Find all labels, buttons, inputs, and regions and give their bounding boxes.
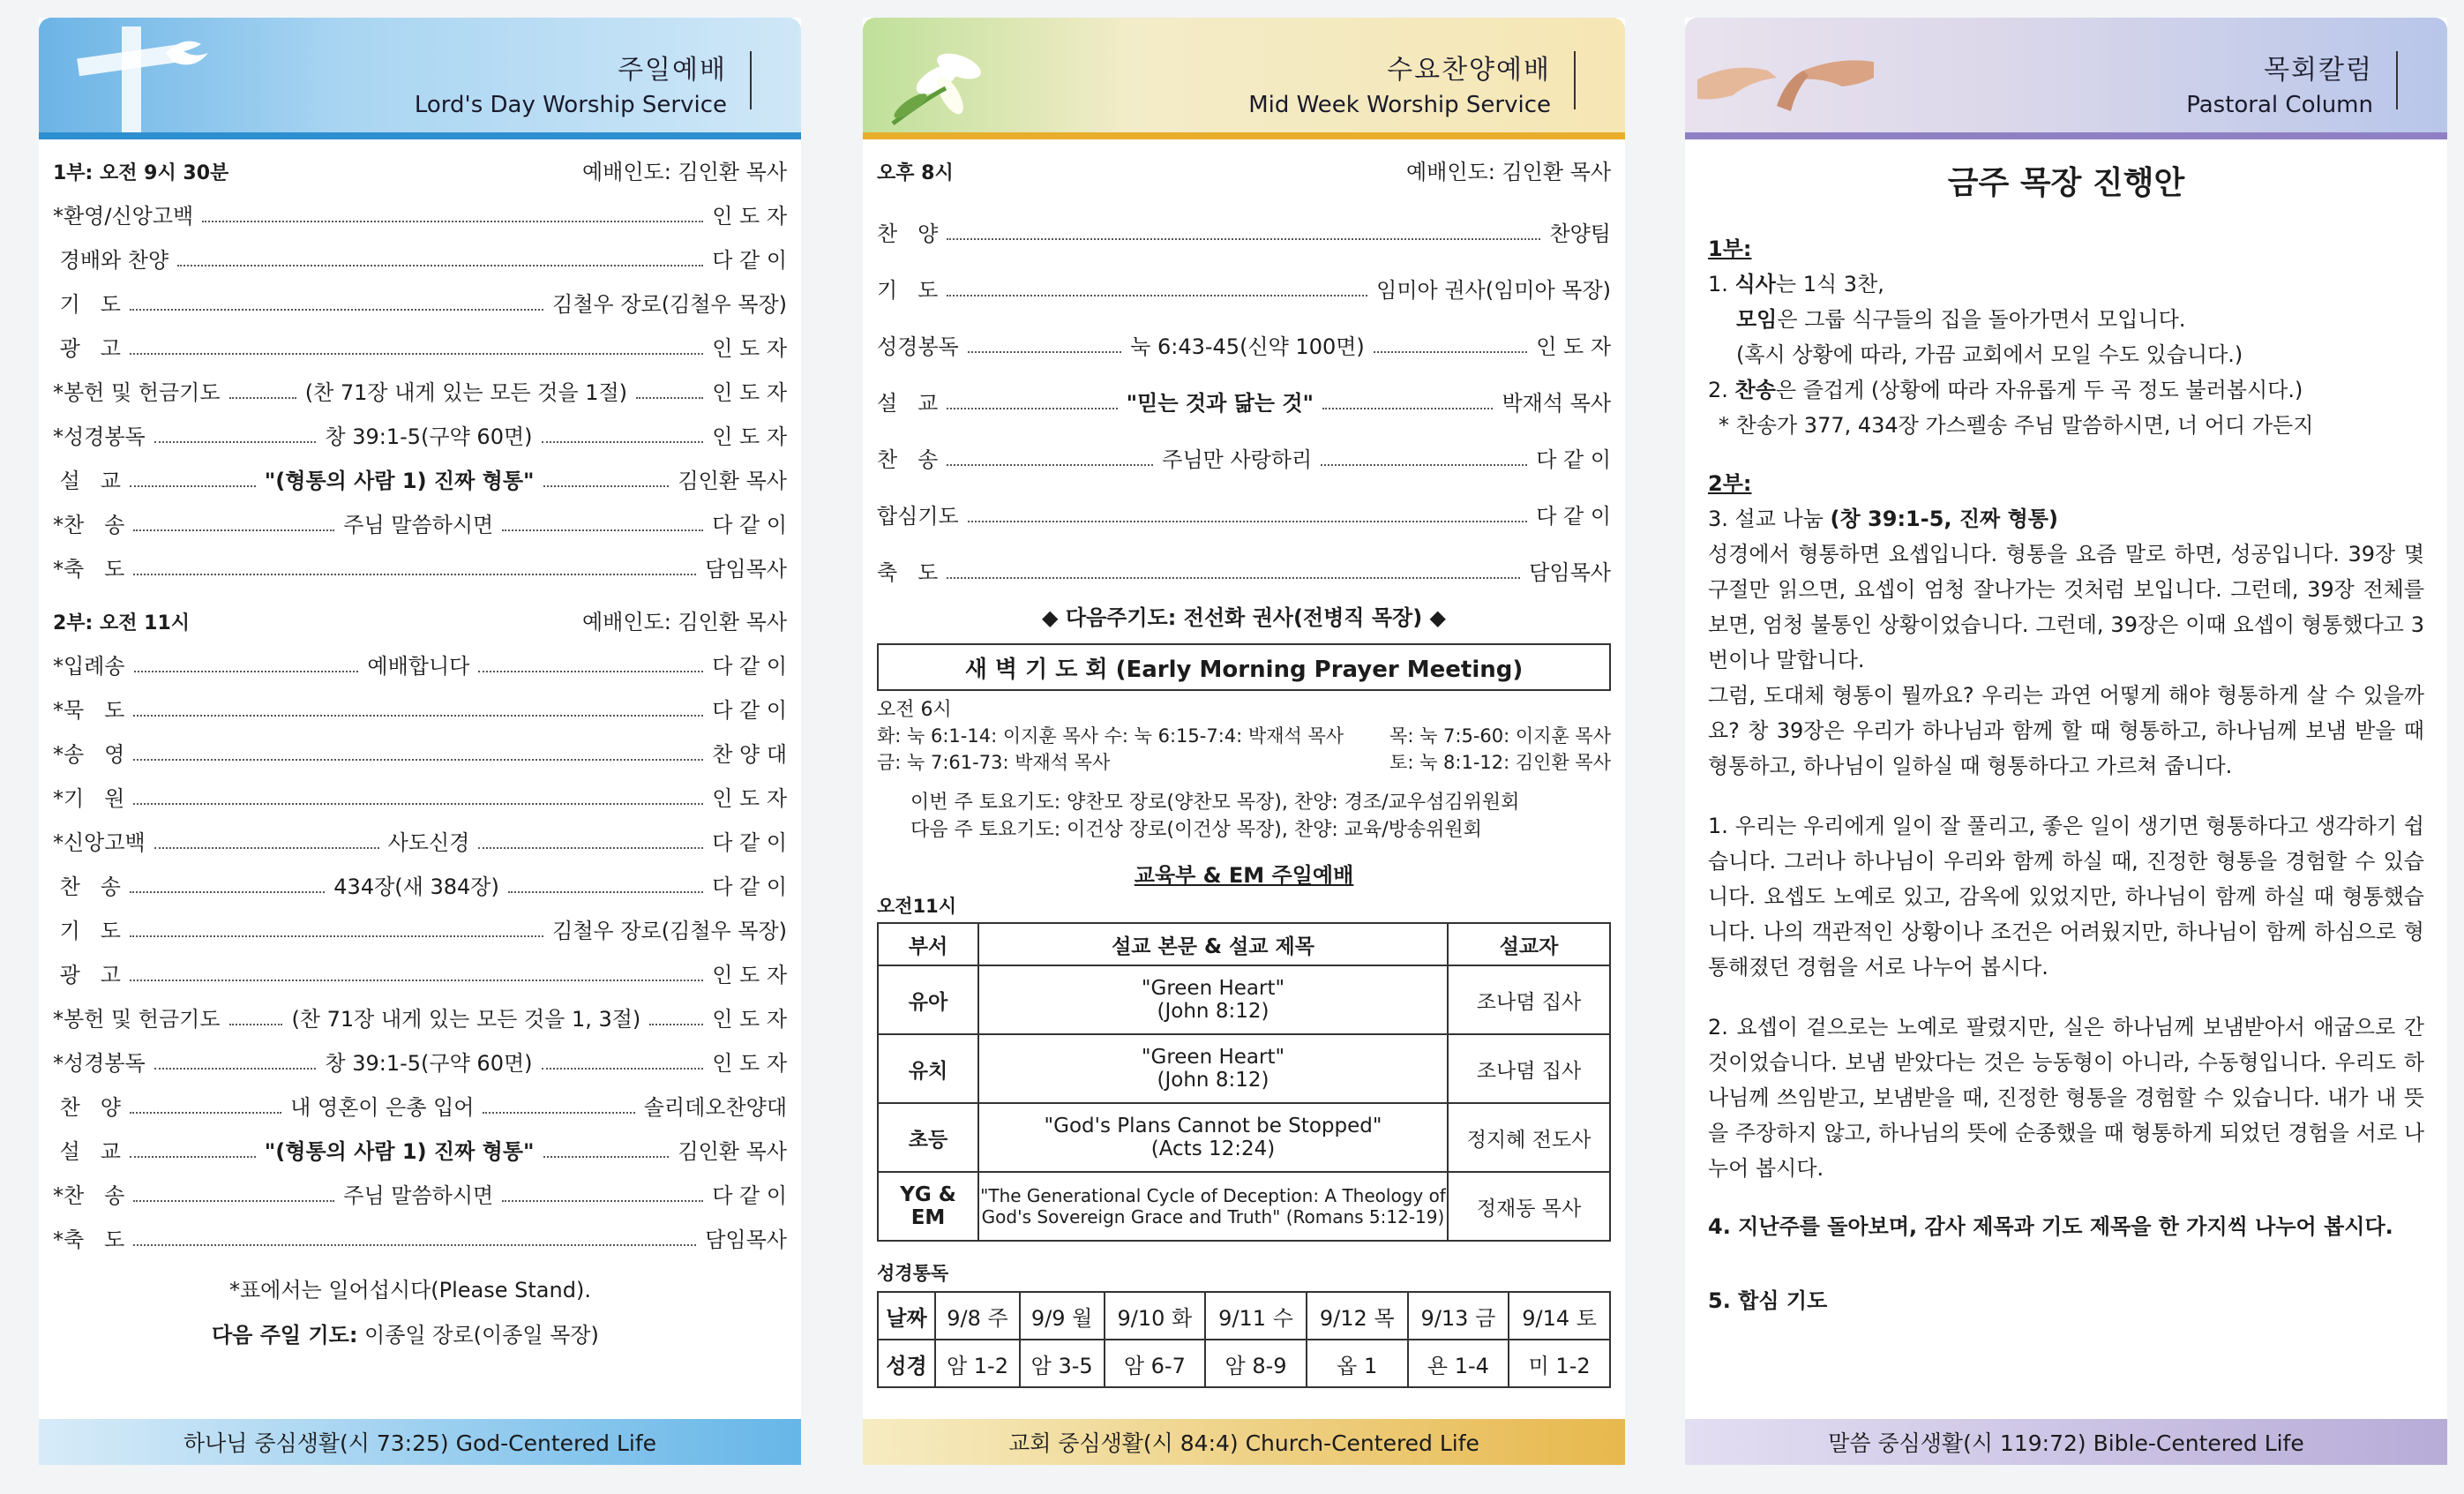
- bible-reading-table: [877, 1291, 1611, 1388]
- order-item-detail: "믿는 것과 닮는 것": [1126, 391, 1314, 416]
- dawn-prayer-time: 오전 6시: [877, 699, 952, 721]
- order-item-label: *찬 송: [53, 513, 125, 537]
- order-item-detail: 창 39:1-5(구약 60면): [325, 424, 533, 449]
- order-item-label: 설 교: [53, 469, 121, 493]
- education-sermon-table: [877, 922, 1611, 1242]
- dept-cell: 초등: [878, 1103, 978, 1172]
- order-item: [53, 229, 787, 274]
- leader-dots: [478, 847, 703, 849]
- order-item: [877, 191, 1611, 247]
- bible-cell: 미 1-2: [1509, 1340, 1610, 1387]
- order-item-person: 김철우 장로(김철우 목장): [552, 292, 787, 317]
- order-item-person: 다 같 이: [712, 830, 787, 855]
- sermon-sharing-passage: (창 39:1-5, 진짜 형통): [1830, 507, 2058, 531]
- speaker-cell: 조나뎜 집사: [1448, 965, 1610, 1034]
- sermon-reference: God's Sovereign Grace and Truth" (Romans 5:12-19): [981, 1206, 1445, 1227]
- midweek-service-list: [877, 191, 1611, 586]
- dawn-schedule-tue-wed: 화: 눅 6:1-14: 이지훈 목사 수: 눅 6:15-7:4: 박재석 목사: [877, 725, 1344, 747]
- meal-guide-label: 식사: [1734, 272, 1776, 297]
- order-item-person: 인 도 자: [712, 380, 788, 405]
- bible-cell: 9/10 화: [1105, 1292, 1206, 1340]
- order-item: [53, 538, 787, 582]
- order-item-person: 인 도 자: [712, 424, 787, 449]
- first-service-time: 1부: 오전 9시 30분: [53, 162, 229, 184]
- leader-dots: [508, 891, 703, 893]
- leader-dots: [130, 1112, 281, 1114]
- midweek-worship-panel: [863, 18, 1625, 1465]
- leader-dots: [1321, 464, 1527, 466]
- part-two-heading: 2부:: [1708, 471, 1752, 496]
- second-service-heading: [53, 600, 787, 635]
- bible-cell: 9/12 목: [1307, 1292, 1408, 1340]
- leader-dots: [542, 1068, 704, 1070]
- order-item-person: 인 도 자: [712, 1007, 787, 1032]
- dept-cell: 유아: [878, 965, 978, 1034]
- table-header-dept: 부서: [878, 923, 978, 965]
- order-item-person: 다 같 이: [712, 698, 787, 723]
- leader-dots: [543, 485, 670, 487]
- order-item-detail: 434장(새 384장): [333, 875, 499, 899]
- lily-flower-icon: [875, 26, 1052, 132]
- order-item-person: 인 도 자: [712, 336, 787, 361]
- order-item-person: 솔리데오찬양대: [643, 1095, 788, 1120]
- bible-reading-title: 성경통독: [877, 1263, 949, 1284]
- order-item: [877, 529, 1611, 586]
- order-item-detail: 주님 말씀하시면: [343, 1183, 494, 1208]
- order-item-person: 임미아 권사(임미아 목장): [1376, 278, 1611, 303]
- speaker-cell: 정재동 목사: [1448, 1172, 1610, 1241]
- next-sunday-prayer-label: 다음 주일 기도:: [212, 1323, 358, 1348]
- this-saturday-prayer: 이번 주 토요기도: 양찬모 장로(양찬모 목장), 찬양: 경조/교우섬김위원회: [910, 792, 1520, 814]
- leader-dots: [133, 759, 703, 761]
- header-title: [2186, 48, 2373, 118]
- leader-dots: [133, 529, 334, 531]
- order-item-label: 성경봉독: [877, 334, 959, 359]
- sermon-intro-paragraph: 성경에서 형통하면 요셉입니다. 형통을 요즘 말로 하면, 성공입니다. 39장 몇 구절만 읽으면, 요셉이 엄청 잘나가는 것처럼 보입니다. 그런데, 39장 전체를 보면, 엄청 불통인 상황이었습니다. 그런데, 39장은 이때 요셉이 형통했다고 3번이나 말합니다.: [1708, 542, 2424, 672]
- dawn-schedule-row-1: [877, 722, 1611, 748]
- leader-dots: [130, 980, 703, 981]
- leader-dots: [968, 521, 1527, 522]
- education-worship-title: 교육부 & EM 주일예배: [1134, 863, 1354, 888]
- bible-cell: 날짜: [878, 1292, 935, 1340]
- column-title: 금주 목장 진행안: [1947, 165, 2185, 201]
- sermon-reference: (John 8:12): [1157, 1069, 1269, 1092]
- header-divider: [750, 51, 752, 109]
- leader-dots: [130, 309, 543, 311]
- leader-dots: [502, 1200, 703, 1202]
- leader-dots: [947, 295, 1367, 297]
- order-item-label: 찬 송: [877, 447, 939, 472]
- cross-dove-icon: [51, 26, 228, 132]
- table-row: [878, 1103, 1610, 1172]
- order-item-label: 설 교: [53, 1139, 121, 1164]
- order-item-detail: 주님만 사랑하리: [1162, 447, 1313, 472]
- leader-dots: [229, 397, 296, 399]
- order-item: [877, 304, 1611, 360]
- sermon-cell: [978, 1034, 1448, 1103]
- order-item-person: 인 도 자: [712, 963, 787, 987]
- order-item: [53, 274, 787, 318]
- order-item: [53, 724, 787, 768]
- dawn-schedule-sat: 토: 눅 8:1-12: 김인환 목사: [1389, 752, 1611, 773]
- sermon-cell: [978, 965, 1448, 1034]
- order-item: [53, 1077, 787, 1121]
- order-item-label: *입례송: [53, 654, 125, 679]
- order-item: [877, 247, 1611, 304]
- meal-guide-text: 는 1식 3찬,: [1775, 272, 1884, 297]
- sermon-reference: (John 8:12): [1157, 1000, 1269, 1023]
- hymn-guide-label: 찬송: [1734, 378, 1776, 402]
- order-item-person: 다 같 이: [712, 875, 788, 899]
- table-header-speaker: 설교자: [1448, 923, 1610, 965]
- order-item: [53, 318, 787, 362]
- joint-prayer: 5. 합심 기도: [1708, 1288, 1828, 1313]
- next-saturday-prayer: 다음 주 토요기도: 이건상 장로(이건상 목장), 찬양: 교육/방송위원회: [910, 819, 1482, 841]
- sermon-title: "Green Heart": [1141, 977, 1285, 1000]
- leader-dots: [947, 577, 1520, 579]
- order-item-person: 다 같 이: [712, 248, 787, 273]
- order-item-person: 박재석 목사: [1502, 391, 1612, 416]
- bible-cell: 암 1-2: [935, 1340, 1020, 1387]
- order-item-label: *기 원: [53, 786, 125, 811]
- sermon-title: "God's Plans Cannot be Stopped": [1044, 1115, 1382, 1137]
- bible-cell: 암 6-7: [1105, 1340, 1206, 1387]
- bible-cell: 암 3-5: [1020, 1340, 1105, 1387]
- header-title-korean: 주일예배: [618, 55, 727, 86]
- order-item-person: 찬양팀: [1549, 221, 1611, 246]
- leader-dots: [202, 221, 703, 222]
- bible-cell: 9/9 월: [1020, 1292, 1105, 1340]
- order-item-person: 다 같 이: [1536, 504, 1611, 529]
- order-item-person: 찬 양 대: [712, 742, 787, 767]
- bible-cell: 9/13 금: [1408, 1292, 1509, 1340]
- speaker-cell: 정지혜 전도사: [1448, 1103, 1610, 1172]
- order-item-label: *송 영: [53, 742, 125, 767]
- part-one-heading: 1부:: [1708, 236, 1752, 261]
- leader-dots: [133, 803, 703, 805]
- reaching-hands-icon: [1697, 26, 1891, 132]
- order-item-person: 인 도 자: [712, 204, 787, 229]
- leader-dots: [133, 1244, 696, 1246]
- order-item: [53, 185, 787, 229]
- order-item-label: *찬 송: [53, 1183, 125, 1208]
- order-item: [53, 768, 787, 812]
- sermon-sharing-heading: [1708, 501, 2424, 537]
- order-item-label: 기 도: [53, 919, 121, 943]
- leader-dots: [130, 935, 543, 937]
- leader-dots: [968, 351, 1121, 353]
- bible-cell: 욘 1-4: [1408, 1340, 1509, 1387]
- bible-cell: 옵 1: [1307, 1340, 1408, 1387]
- order-item-detail: 예배합니다: [367, 654, 470, 679]
- order-item: [53, 406, 787, 450]
- sermon-sharing-label: 3. 설교 나눔: [1708, 507, 1831, 531]
- order-item: [877, 473, 1611, 529]
- leader-dots: [133, 1200, 334, 1202]
- order-item-label: *성경봉독: [53, 424, 146, 449]
- speaker-cell: 조나뎜 집사: [1448, 1034, 1610, 1103]
- order-item-label: 기 도: [53, 292, 121, 317]
- thanks-prayer-sharing: 4. 지난주를 돌아보며, 감사 제목과 기도 제목을 한 가지씩 나누어 봅시다.: [1708, 1214, 2393, 1239]
- sermon-cell: [978, 1172, 1448, 1241]
- education-sermon-rows: [878, 965, 1610, 1241]
- first-service-list: [53, 185, 787, 582]
- panel-footer: 말씀 중심생활(시 119:72) Bible-Centered Life: [1685, 1419, 2447, 1465]
- leader-dots: [154, 1068, 317, 1070]
- leader-dots: [947, 238, 1540, 240]
- dawn-prayer-title: 새 벽 기 도 회 (Early Morning Prayer Meeting): [877, 643, 1611, 691]
- header-title: [415, 48, 727, 118]
- header-divider: [1574, 51, 1576, 109]
- next-sunday-prayer: [53, 1318, 787, 1348]
- order-item-label: *환영/신앙고백: [53, 204, 194, 229]
- bible-reading-dates: [878, 1292, 1610, 1340]
- order-item-person: 김철우 장로(김철우 목장): [552, 919, 787, 943]
- order-item-detail: 눅 6:43-45(신약 100면): [1130, 334, 1365, 359]
- panel-header: [863, 18, 1625, 139]
- leader-dots: [154, 441, 317, 443]
- order-item-label: *축 도: [53, 557, 125, 582]
- leader-dots: [478, 671, 703, 672]
- second-service-list: [53, 635, 787, 1253]
- order-item-label: *봉헌 및 헌금기도: [53, 380, 221, 405]
- leader-dots: [133, 715, 703, 717]
- next-week-prayer: ◆ 다음주기도: 전선화 권사(전병직 목장) ◆: [1042, 605, 1446, 630]
- order-item-detail: 주님 말씀하시면: [343, 513, 494, 537]
- table-header-sermon: 설교 본문 & 설교 제목: [978, 923, 1448, 965]
- gathering-guide: [1708, 302, 2424, 337]
- gathering-guide-label: 모임: [1736, 307, 1778, 332]
- sermon-reference: (Acts 12:24): [1150, 1137, 1276, 1160]
- midweek-time: 오후 8시: [877, 162, 954, 184]
- sermon-title: "Green Heart": [1141, 1046, 1285, 1069]
- order-item-person: 김인환 목사: [678, 1139, 787, 1164]
- order-item-person: 인 도 자: [712, 786, 787, 811]
- panel-footer: 교회 중심생활(시 84:4) Church-Centered Life: [863, 1419, 1625, 1465]
- bible-cell: 암 8-9: [1205, 1340, 1307, 1387]
- order-item: [53, 944, 787, 988]
- order-item: [53, 900, 787, 944]
- header-divider: [2396, 51, 2398, 109]
- order-item-label: 축 도: [877, 560, 939, 585]
- leader-dots: [543, 1156, 670, 1158]
- order-item: [53, 494, 787, 538]
- order-item-label: 찬 양: [53, 1095, 121, 1120]
- order-item: [53, 679, 787, 724]
- hymn-guide: [1708, 372, 2424, 408]
- order-item-label: *봉헌 및 헌금기도: [53, 1007, 221, 1032]
- order-item-person: 담임목사: [705, 1227, 787, 1252]
- pastoral-column-panel: [1685, 18, 2447, 1465]
- order-item: [53, 856, 787, 900]
- leader-dots: [649, 1024, 703, 1025]
- meal-guide: [1708, 267, 2424, 302]
- next-sunday-prayer-name: 이종일 장로(이종일 목장): [357, 1323, 599, 1348]
- header-title-korean: 수요찬양예배: [1387, 55, 1551, 86]
- leader-dots: [130, 1156, 256, 1158]
- midweek-heading: [877, 150, 1611, 185]
- bible-reading-passages: [878, 1340, 1610, 1387]
- order-item-detail: 사도신경: [387, 830, 470, 855]
- order-item: [53, 812, 787, 856]
- sharing-point-one: 1. 우리는 우리에게 일이 잘 풀리고, 좋은 일이 생기면 형통하다고 생각하기 쉽습니다. 그러나 하나님이 우리와 함께 하실 때, 진정한 형통을 경험할 수 있습니다. 요셉도 노예로 있고, 감옥에 있었지만, 하나님이 함께 하실 때 형통했습니다. 나의 객관적인 상황이나 조건은 어려웠지만, 하나님이 함께 하심으로 형통해졌던 경험을 서로 나누어 봅시다.: [1708, 814, 2424, 980]
- order-item: [53, 1209, 787, 1253]
- order-item: [53, 362, 787, 406]
- order-item-label: 광 고: [53, 336, 121, 361]
- sermon-title: "The Generational Cycle of Deception: A Theology of: [980, 1185, 1446, 1206]
- order-item-person: 인 도 자: [1536, 334, 1611, 359]
- order-item-label: 찬 양: [877, 221, 939, 246]
- stand-note: *표에서는 일어섭시다(Please Stand).: [229, 1278, 591, 1303]
- midweek-order-of-service: [877, 150, 1611, 1388]
- sermon-cell: [978, 1103, 1448, 1172]
- order-item-detail: "(형통의 사람 1) 진짜 형통": [264, 469, 535, 493]
- sunday-worship-panel: [39, 18, 801, 1465]
- panel-header: [1685, 18, 2447, 139]
- gathering-guide-text: 은 그룹 식구들의 집을 돌아가면서 모입니다.: [1777, 307, 2186, 332]
- sharing-point-two: 2. 요셉이 겉으로는 노예로 팔렸지만, 실은 하나님께 보냄받아서 애굽으로 간 것이었습니다. 보냄 받았다는 것은 능동형이 아니라, 수동형입니다. 우리도 하나님께 쓰임받고, 보냄받을 때, 진정한 형통을 경험할 수 있습니다. 내가 내 뜻을 주장하지 않고, 하나님의 뜻에 순종했을 때 형통하게 되었던 경험을 서로 나누어 봅시다.: [1708, 1015, 2424, 1181]
- dawn-schedule-fri: 금: 눅 7:61-73: 박재석 목사: [877, 752, 1111, 773]
- gathering-guide-note: (혹시 상황에 따라, 가끔 교회에서 모일 수도 있습니다.): [1736, 342, 2243, 367]
- header-title-english: Lord's Day Worship Service: [414, 92, 727, 118]
- table-row: [878, 1034, 1610, 1103]
- order-item-label: 기 도: [877, 278, 939, 303]
- order-item-person: 다 같 이: [712, 654, 788, 679]
- dept-cell: YG & EM: [878, 1172, 978, 1241]
- sermon-question-paragraph: 그럼, 도대체 형통이 뭘까요? 우리는 과연 어떻게 해야 형통하게 살 수 있을까요? 창 39장은 우리가 하나님과 함께 할 때 형통하고, 하나님께 보냄 받을 때 형통하고, 하나님이 일하실 때 형통하다고 가르쳐 줍니다.: [1708, 683, 2424, 778]
- panel-footer: 하나님 중심생활(시 73:25) God-Centered Life: [39, 1419, 801, 1465]
- leader-dots: [1322, 408, 1493, 409]
- table-row: [878, 1172, 1610, 1241]
- dawn-schedule-row-2: [877, 748, 1611, 775]
- order-item-detail: (찬 71장 내게 있는 모든 것을 1절): [304, 380, 628, 405]
- order-item-detail: (찬 71장 내게 있는 모든 것을 1, 3절): [291, 1007, 641, 1032]
- order-item-person: 담임목사: [705, 557, 787, 582]
- panel-header: [39, 18, 801, 139]
- order-item-detail: 창 39:1-5(구약 60면): [325, 1051, 533, 1076]
- leader-dots: [133, 574, 696, 575]
- leader-dots: [130, 353, 703, 355]
- second-service-time: 2부: 오전 11시: [53, 612, 191, 634]
- order-item-detail: 내 영혼이 은총 입어: [290, 1095, 475, 1120]
- order-item-label: *묵 도: [53, 698, 125, 723]
- second-service-leader: 예배인도: 김인환 목사: [582, 610, 787, 634]
- leader-dots: [130, 891, 325, 893]
- order-item-label: 광 고: [53, 963, 121, 987]
- order-item: [53, 1032, 787, 1077]
- first-service-leader: 예배인도: 김인환 목사: [582, 160, 787, 184]
- leader-dots: [636, 397, 703, 399]
- bible-cell: 9/11 수: [1205, 1292, 1307, 1340]
- pastoral-column-body: [1708, 150, 2424, 1318]
- leader-dots: [134, 671, 359, 672]
- leader-dots: [542, 441, 704, 443]
- order-item: [53, 1121, 787, 1165]
- order-item-label: 합심기도: [877, 504, 959, 529]
- header-title-english: Mid Week Worship Service: [1248, 92, 1551, 118]
- table-header-row: [878, 923, 1610, 965]
- meal-guide-number: 1.: [1708, 272, 1735, 297]
- header-title: [1248, 48, 1551, 118]
- order-item-label: 찬 송: [53, 875, 121, 899]
- order-item: [53, 1165, 787, 1209]
- header-title-korean: 목회칼럼: [2264, 55, 2373, 86]
- first-service-heading: [53, 150, 787, 185]
- leader-dots: [130, 485, 256, 487]
- order-item-label: 설 교: [877, 391, 939, 416]
- bible-cell: 9/8 주: [935, 1292, 1020, 1340]
- order-item-person: 김인환 목사: [678, 469, 787, 493]
- leader-dots: [947, 464, 1153, 466]
- bible-cell: 성경: [878, 1340, 935, 1387]
- order-item-person: 다 같 이: [712, 1183, 787, 1208]
- midweek-leader: 예배인도: 김인환 목사: [1406, 160, 1611, 184]
- leader-dots: [1374, 351, 1527, 353]
- order-item-person: 다 같 이: [1536, 447, 1611, 472]
- order-item-detail: "(형통의 사람 1) 진짜 형통": [264, 1139, 535, 1164]
- header-title-english: Pastoral Column: [2186, 92, 2373, 118]
- order-item: [53, 450, 787, 494]
- sunday-order-of-service: [53, 150, 787, 1348]
- leader-dots: [229, 1024, 283, 1025]
- order-item-label: 경배와 찬양: [53, 248, 169, 273]
- order-item: [53, 988, 787, 1032]
- order-item-label: *성경봉독: [53, 1051, 146, 1076]
- education-worship-time: 오전11시: [877, 896, 957, 917]
- hymn-list: * 찬송가 377, 434장 가스펠송 주님 말씀하시면, 너 어디 가든지: [1719, 413, 2314, 438]
- order-item: [53, 635, 787, 679]
- bible-cell: 9/14 토: [1509, 1292, 1610, 1340]
- leader-dots: [177, 265, 703, 267]
- leader-dots: [483, 1112, 634, 1114]
- leader-dots: [502, 529, 703, 531]
- order-item: [877, 360, 1611, 417]
- hymn-guide-number: 2.: [1708, 378, 1735, 402]
- order-item-label: *축 도: [53, 1227, 125, 1252]
- leader-dots: [154, 847, 379, 849]
- order-item-person: 인 도 자: [712, 1051, 787, 1076]
- order-item-label: *신앙고백: [53, 830, 146, 855]
- dawn-schedule-thu: 목: 눅 7:5-60: 이지훈 목사: [1389, 725, 1611, 747]
- order-item-person: 담임목사: [1529, 560, 1611, 585]
- table-row: [878, 965, 1610, 1034]
- order-item-person: 다 같 이: [712, 513, 787, 537]
- hymn-guide-text: 은 즐겁게 (상황에 따라 자유롭게 두 곡 정도 불러봅시다.): [1775, 378, 2303, 402]
- leader-dots: [947, 408, 1117, 409]
- dept-cell: 유치: [878, 1034, 978, 1103]
- order-item: [877, 417, 1611, 473]
